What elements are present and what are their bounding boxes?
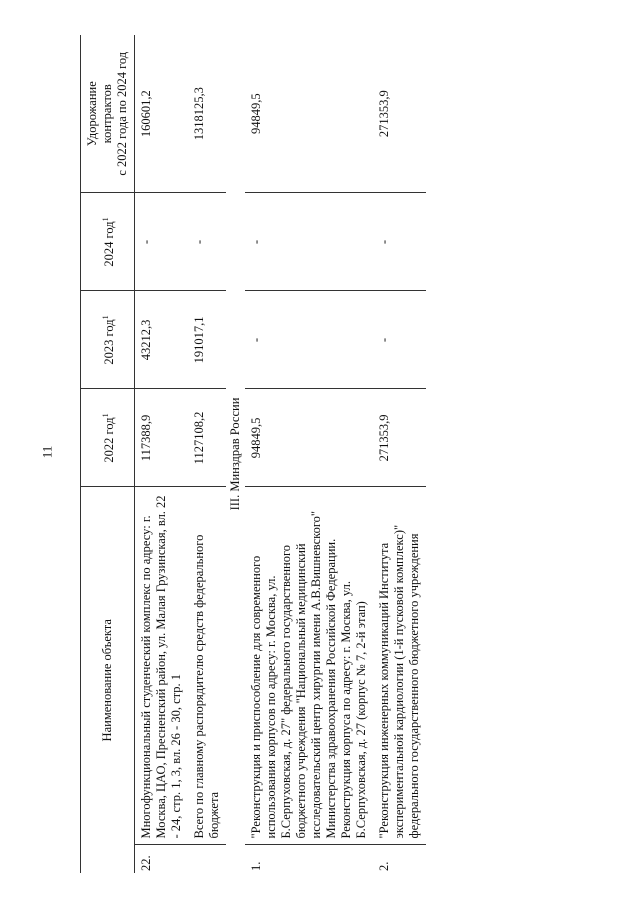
header-2022: 2022 год$^1$ [81,389,135,487]
table-header-row [81,35,135,873]
table-row [245,35,373,873]
table-row [188,35,226,873]
header-name: Наименование объекта [81,487,135,873]
value-2022: 117388,9 [135,389,189,487]
row-number [188,845,226,873]
value-2024: - [373,193,426,291]
header-cost: Удорожание контрактов с 2022 года по 2024 год [81,35,135,193]
value-2022: 1127108,2 [188,389,226,487]
objects-table [80,35,426,873]
section-row [226,35,245,873]
value-cost: 271353,9 [373,35,426,193]
header-2023: 2023 год$^1$ [81,291,135,389]
row-number: 22. [139,855,153,871]
value-2023: - [245,291,373,389]
value-2022: 271353,9 [373,389,426,487]
page-number: 11 [39,445,55,459]
value-2024: - [245,193,373,291]
value-2023: 191017,1 [188,291,226,389]
row-number: 2. [377,861,391,871]
value-2023: 43212,3 [135,291,189,389]
object-name: Многофункциональный студенческий комплекс по адресу: г. Москва, ЦАО, Пресненский район, ул. Малая Грузинская, вл. 22 - 24, стр. 1, 3, вл. 26 - 30, стр. 1 [135,487,189,845]
value-2024: - [188,193,226,291]
value-cost: 94849,5 [245,35,373,193]
rotated-table-container [80,35,530,873]
value-2023: - [373,291,426,389]
header-2024: 2024 год$^1$ [81,193,135,291]
value-cost: 160601,2 [135,35,189,193]
object-name: Всего по главному распорядителю средств федерального бюджета [188,487,226,845]
value-2022: 94849,5 [245,389,373,487]
table-row [135,35,189,873]
object-name: "Реконструкция инженерных коммуникаций Института экспериментальной кардиологии (1-й пусковой комплекс)" федерального государственного бюджетного учреждения [373,487,426,845]
object-name: "Реконструкция и приспособление для современного использования корпусов по адресу: г. Москва, ул. Б.Серпуховская, д. 27" федерального государственного бюджетного учреждения "Национальный медицинский исследовательский центр хирургии имени А.В.Вишневского" Министерства здравоохранения Российской Федерации. Реконструкция корпуса по адресу: г. Москва, ул. Б.Серпуховская, д. 27 (корпус № 7, 2-й этап) [245,487,373,845]
row-number: 1. [249,861,263,871]
table-row [373,35,426,873]
section-title: III. Минздрав России [228,397,242,511]
value-cost: 1318125,3 [188,35,226,193]
value-2024: - [135,193,189,291]
